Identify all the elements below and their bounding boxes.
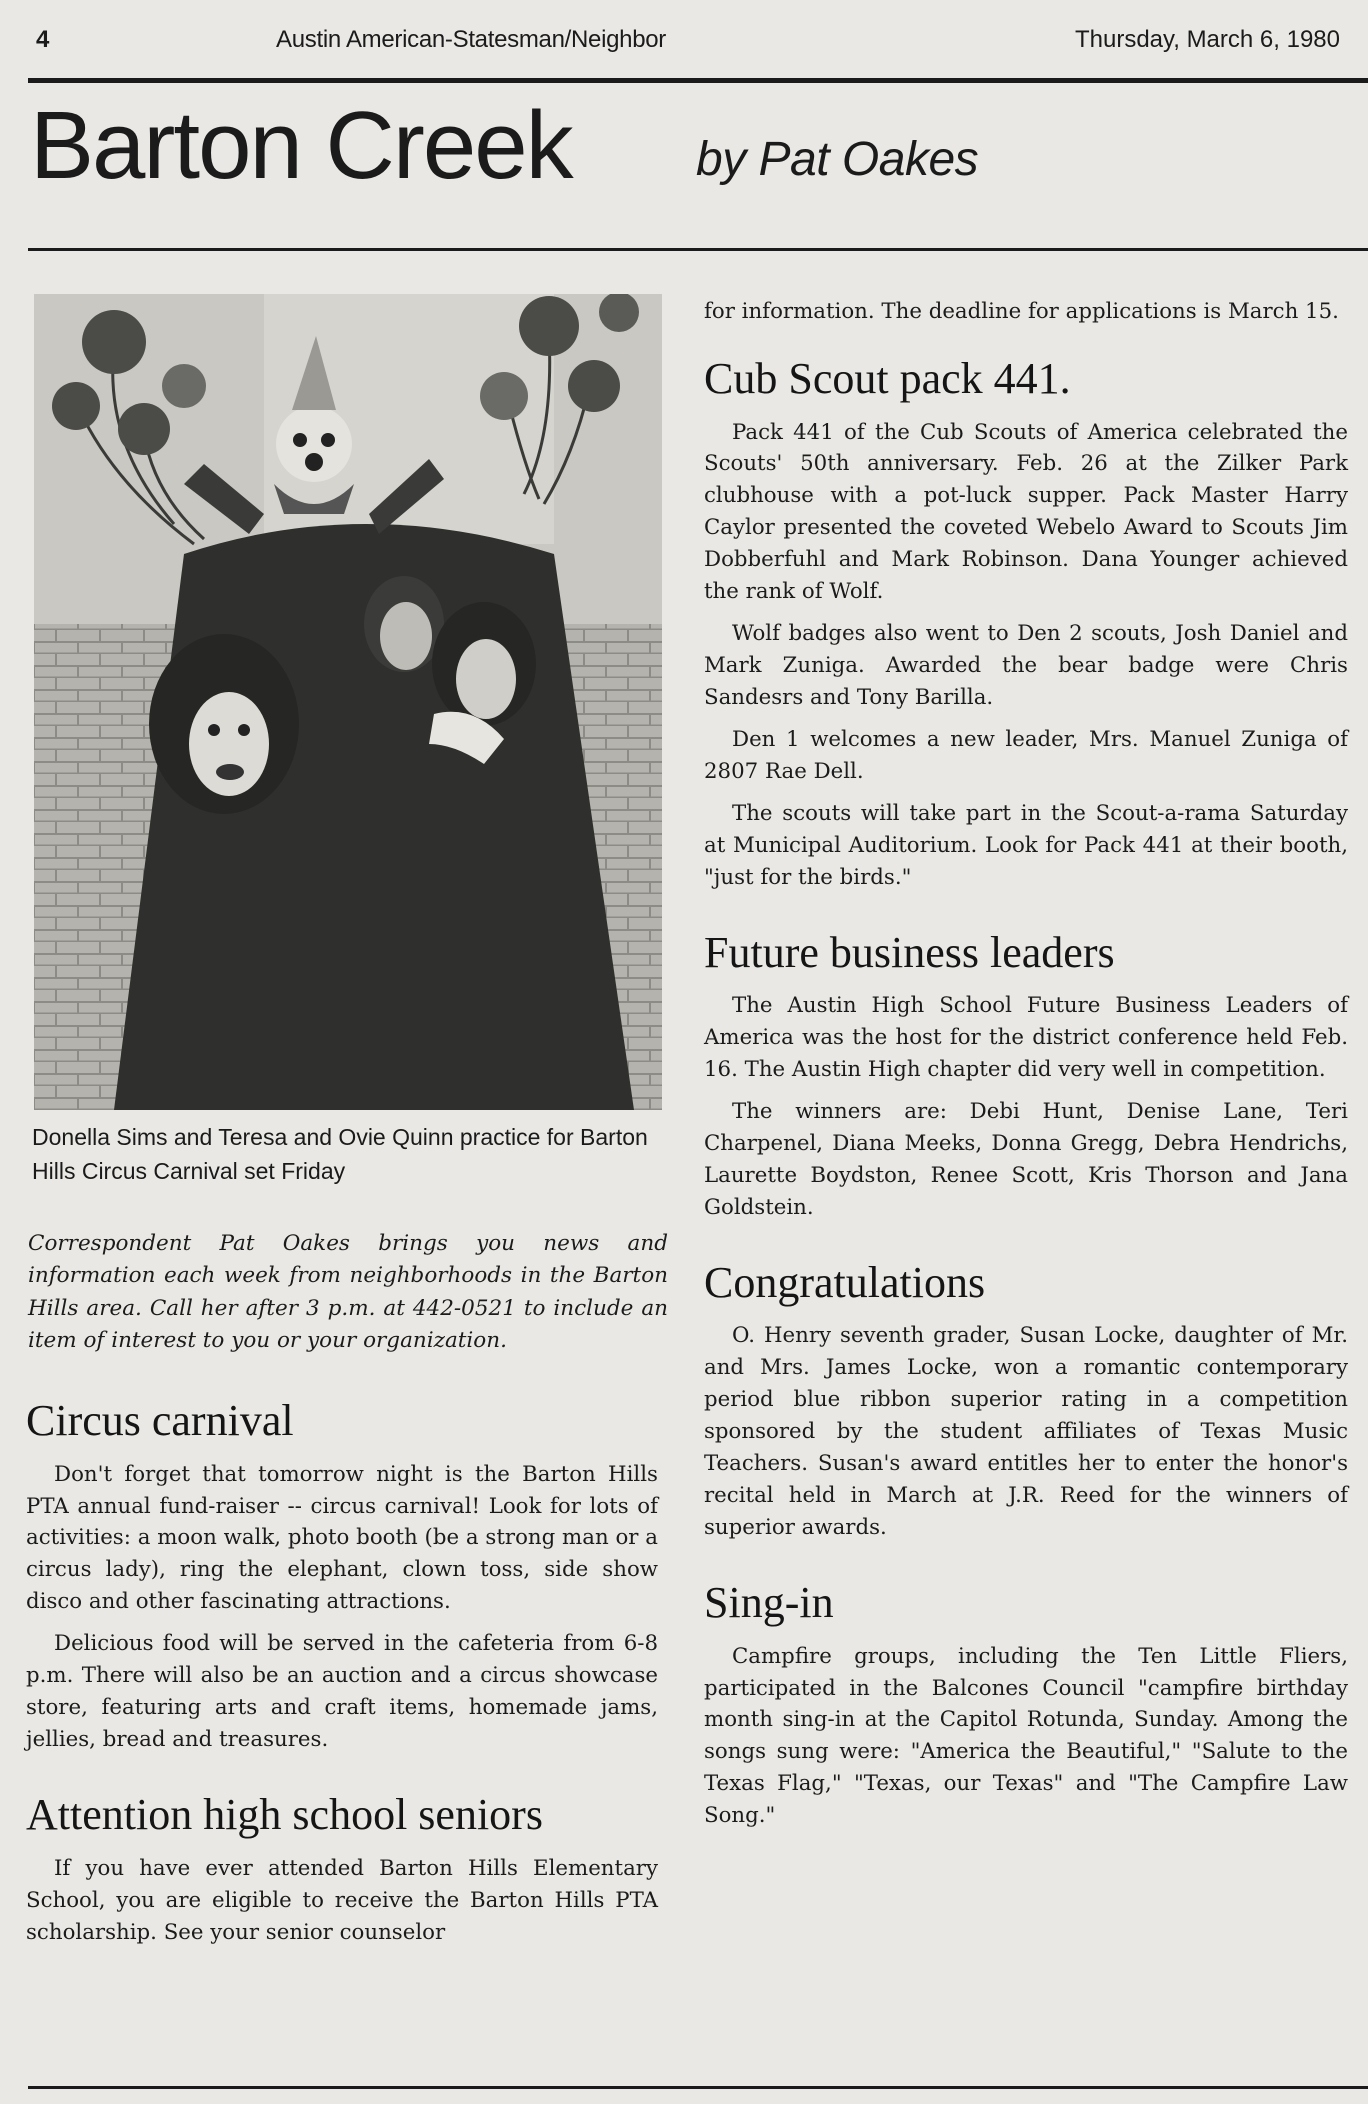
column-title: Barton Creek: [30, 92, 572, 199]
article-paragraph: Delicious food will be served in the cafeteria from 6-8 p.m. There will also be an auction and a circus showcase store, featuring arts and craft items, homemade jams, jellies, bread and treasures.: [26, 1631, 658, 1753]
article-paragraph: O. Henry seventh grader, Susan Locke, daughter of Mr. and Mrs. James Locke, won a romantic contemporary period blue ribbon superior rating in a competition sponsored by the student affiliates of Texas Music Teachers. Susan's award entitles her to enter the honor's recital held in March at J.R. Reed for the winners of superior awards.: [704, 1323, 1348, 1541]
article-paragraph: Den 1 welcomes a new leader, Mrs. Manuel Zuniga of 2807 Rae Dell.: [704, 726, 1348, 784]
article-heading: Circus carnival: [26, 1396, 294, 1445]
publication-date: Thursday, March 6, 1980: [1074, 26, 1340, 53]
article-sing-in: [704, 1578, 1348, 1832]
article-paragraph: If you have ever attended Barton Hills Elementary School, you are eligible to receive the Barton Hills PTA scholarship. See your senior counselor: [26, 1855, 658, 1945]
article-paragraph: The scouts will take part in the Scout-a-rama Saturday at Municipal Auditorium. Look for Pack 441 at their booth, "just for the birds.": [704, 800, 1348, 890]
right-column: [704, 296, 1348, 1866]
article-paragraph: Wolf badges also went to Den 2 scouts, Josh Daniel and Mark Zuniga. Awarded the bear badge were Chris Sandesrs and Tony Barilla.: [704, 621, 1348, 711]
page-number: 4: [36, 26, 50, 53]
masthead-rule: [28, 78, 1368, 83]
article-cub-scout-pack: [704, 354, 1348, 894]
article-future-business-leaders: [704, 928, 1348, 1224]
article-high-school-seniors: [26, 1790, 658, 1948]
article-heading: Cub Scout pack 441.: [704, 353, 1071, 403]
article-heading: Congratulations: [704, 1257, 986, 1307]
header-rule: [28, 248, 1368, 251]
article-paragraph: Campfire groups, including the Ten Little Fliers, participated in the Balcones Council "campfire birthday month sing-in at the Capitol Rotunda, Sunday. Among the songs sung were: "America the Beautiful," "Salute to the Texas Flag," "Texas, our Texas" and "The Campfire Law Song.": [704, 1643, 1348, 1829]
footer-rule: [28, 2086, 1368, 2089]
article-heading: Sing-in: [704, 1577, 834, 1627]
article-congratulations: [704, 1258, 1348, 1544]
continued-text: for information. The deadline for applications is March 15.: [704, 299, 1339, 324]
article-paragraph: The winners are: Debi Hunt, Denise Lane, Teri Charpenel, Diana Meeks, Donna Gregg, Debra Hendrichs, Laurette Boydston, Renee Scott, Kris Thorson and Jana Goldstein.: [704, 1099, 1348, 1220]
article-heading: Future business leaders: [704, 927, 1115, 977]
newspaper-name: Austin American-Statesman/Neighbor: [276, 26, 666, 53]
byline: by Pat Oakes: [696, 133, 979, 186]
carnival-photo: [34, 294, 662, 1110]
left-column: [26, 1396, 658, 1982]
article-heading: Attention high school seniors: [26, 1790, 543, 1840]
article-paragraph: Don't forget that tomorrow night is the Barton Hills PTA annual fund-raiser -- circus carnival! Look for lots of activities: a moon walk, photo booth (be a strong man or a circus lady), ring the elephant, clown toss, side show disco and other fascinating attractions.: [26, 1461, 658, 1615]
article-paragraph: The Austin High School Future Business Leaders of America was the host for the district conference held Feb. 16. The Austin High chapter did very well in competition.: [704, 993, 1348, 1083]
correspondent-note: Correspondent Pat Oakes brings you news and information each week from neighborhoods in the Barton Hills area. Call her after 3 p.m. at 442-0521 to include an item of interest to you or your organization.: [28, 1231, 668, 1353]
article-paragraph: Pack 441 of the Cub Scouts of America celebrated the Scouts' 50th anniversary. Feb. 26 at the Zilker Park clubhouse with a pot-luck supper. Pack Master Harry Caylor presented the coveted Webelo Award to Scouts Jim Dobberfuhl and Mark Robinson. Dana Younger achieved the rank of Wolf.: [704, 419, 1348, 605]
article-circus-carnival: [26, 1396, 658, 1756]
photo-caption: Donella Sims and Teresa and Ovie Quinn practice for Barton Hills Circus Carnival set Friday: [32, 1124, 648, 1185]
